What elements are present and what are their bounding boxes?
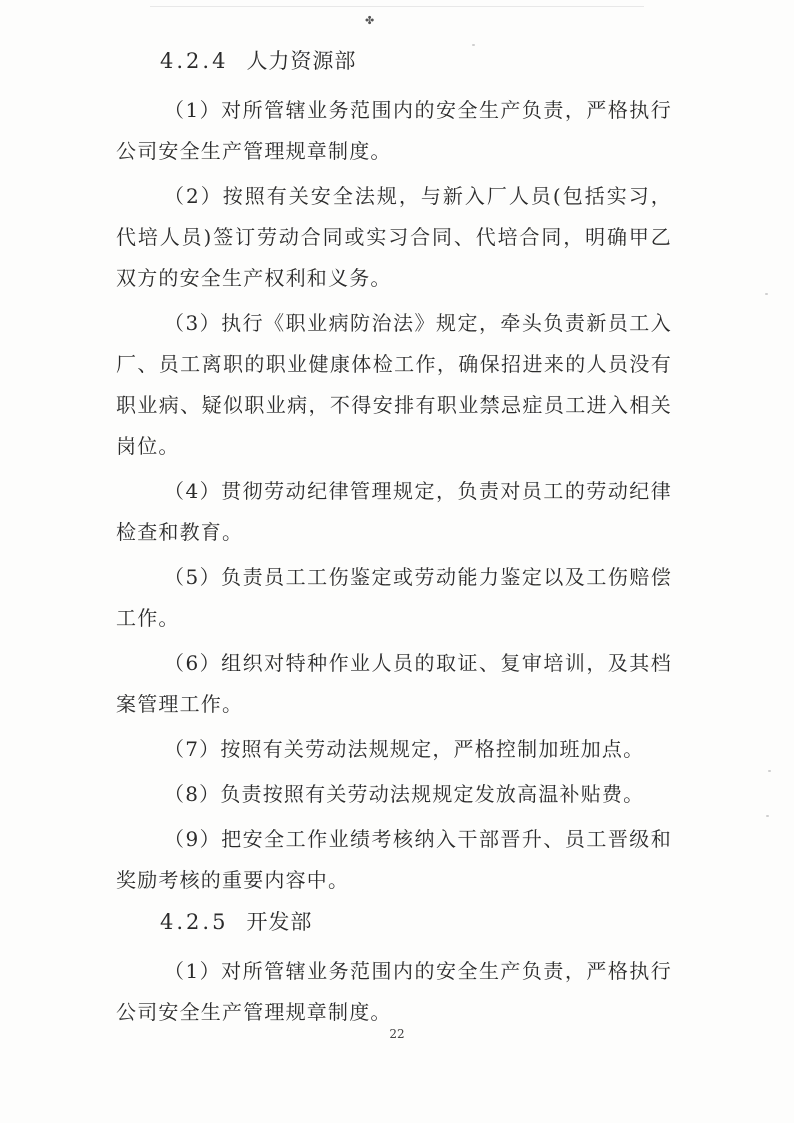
list-item: （6）组织对特种作业人员的取证、复审培训，及其档案管理工作。 bbox=[116, 651, 672, 716]
scan-edge-line bbox=[150, 6, 644, 7]
section-number: 4.2.4 bbox=[160, 49, 229, 73]
section-title: 人力资源部 bbox=[246, 49, 357, 73]
section-heading bbox=[116, 46, 672, 90]
list-item: （7）按照有关劳动法规规定，严格控制加班加点。 bbox=[164, 737, 645, 761]
top-mark: ✤ bbox=[365, 14, 375, 27]
scan-speck bbox=[768, 770, 771, 772]
section-number: 4.2.5 bbox=[160, 910, 229, 934]
list-item: （4）贯彻劳动纪律管理规定，负责对员工的劳动纪律检查和教育。 bbox=[116, 479, 672, 544]
list-item: （1）对所管辖业务范围内的安全生产负责，严格执行公司安全生产管理规章制度。 bbox=[116, 98, 672, 163]
document-body bbox=[116, 46, 672, 1037]
list-item: （5）负责员工工伤鉴定或劳动能力鉴定以及工伤赔偿工作。 bbox=[116, 565, 672, 630]
list-item: （3）执行《职业病防治法》规定，牵头负责新员工入厂、员工离职的职业健康体检工作，确保招进来的人员没有职业病、疑似职业病，不得安排有职业禁忌症员工进入相关岗位。 bbox=[116, 311, 672, 458]
scan-speck bbox=[472, 44, 475, 46]
page-number: 22 bbox=[389, 1027, 405, 1041]
scan-speck bbox=[766, 815, 769, 817]
scan-speck bbox=[765, 293, 768, 295]
list-item: （1）对所管辖业务范围内的安全生产负责，严格执行公司安全生产管理规章制度。 bbox=[116, 959, 672, 1024]
section-heading bbox=[116, 907, 672, 951]
list-item: （8）负责按照有关劳动法规规定发放高温补贴费。 bbox=[164, 782, 645, 806]
list-item: （2）按照有关安全法规，与新入厂人员(包括实习，代培人员)签订劳动合同或实习合同、代培合同，明确甲乙双方的安全生产权利和义务。 bbox=[116, 184, 672, 290]
list-item: （9）把安全工作业绩考核纳入干部晋升、员工晋级和奖励考核的重要内容中。 bbox=[116, 827, 672, 892]
section-title: 开发部 bbox=[246, 910, 313, 934]
